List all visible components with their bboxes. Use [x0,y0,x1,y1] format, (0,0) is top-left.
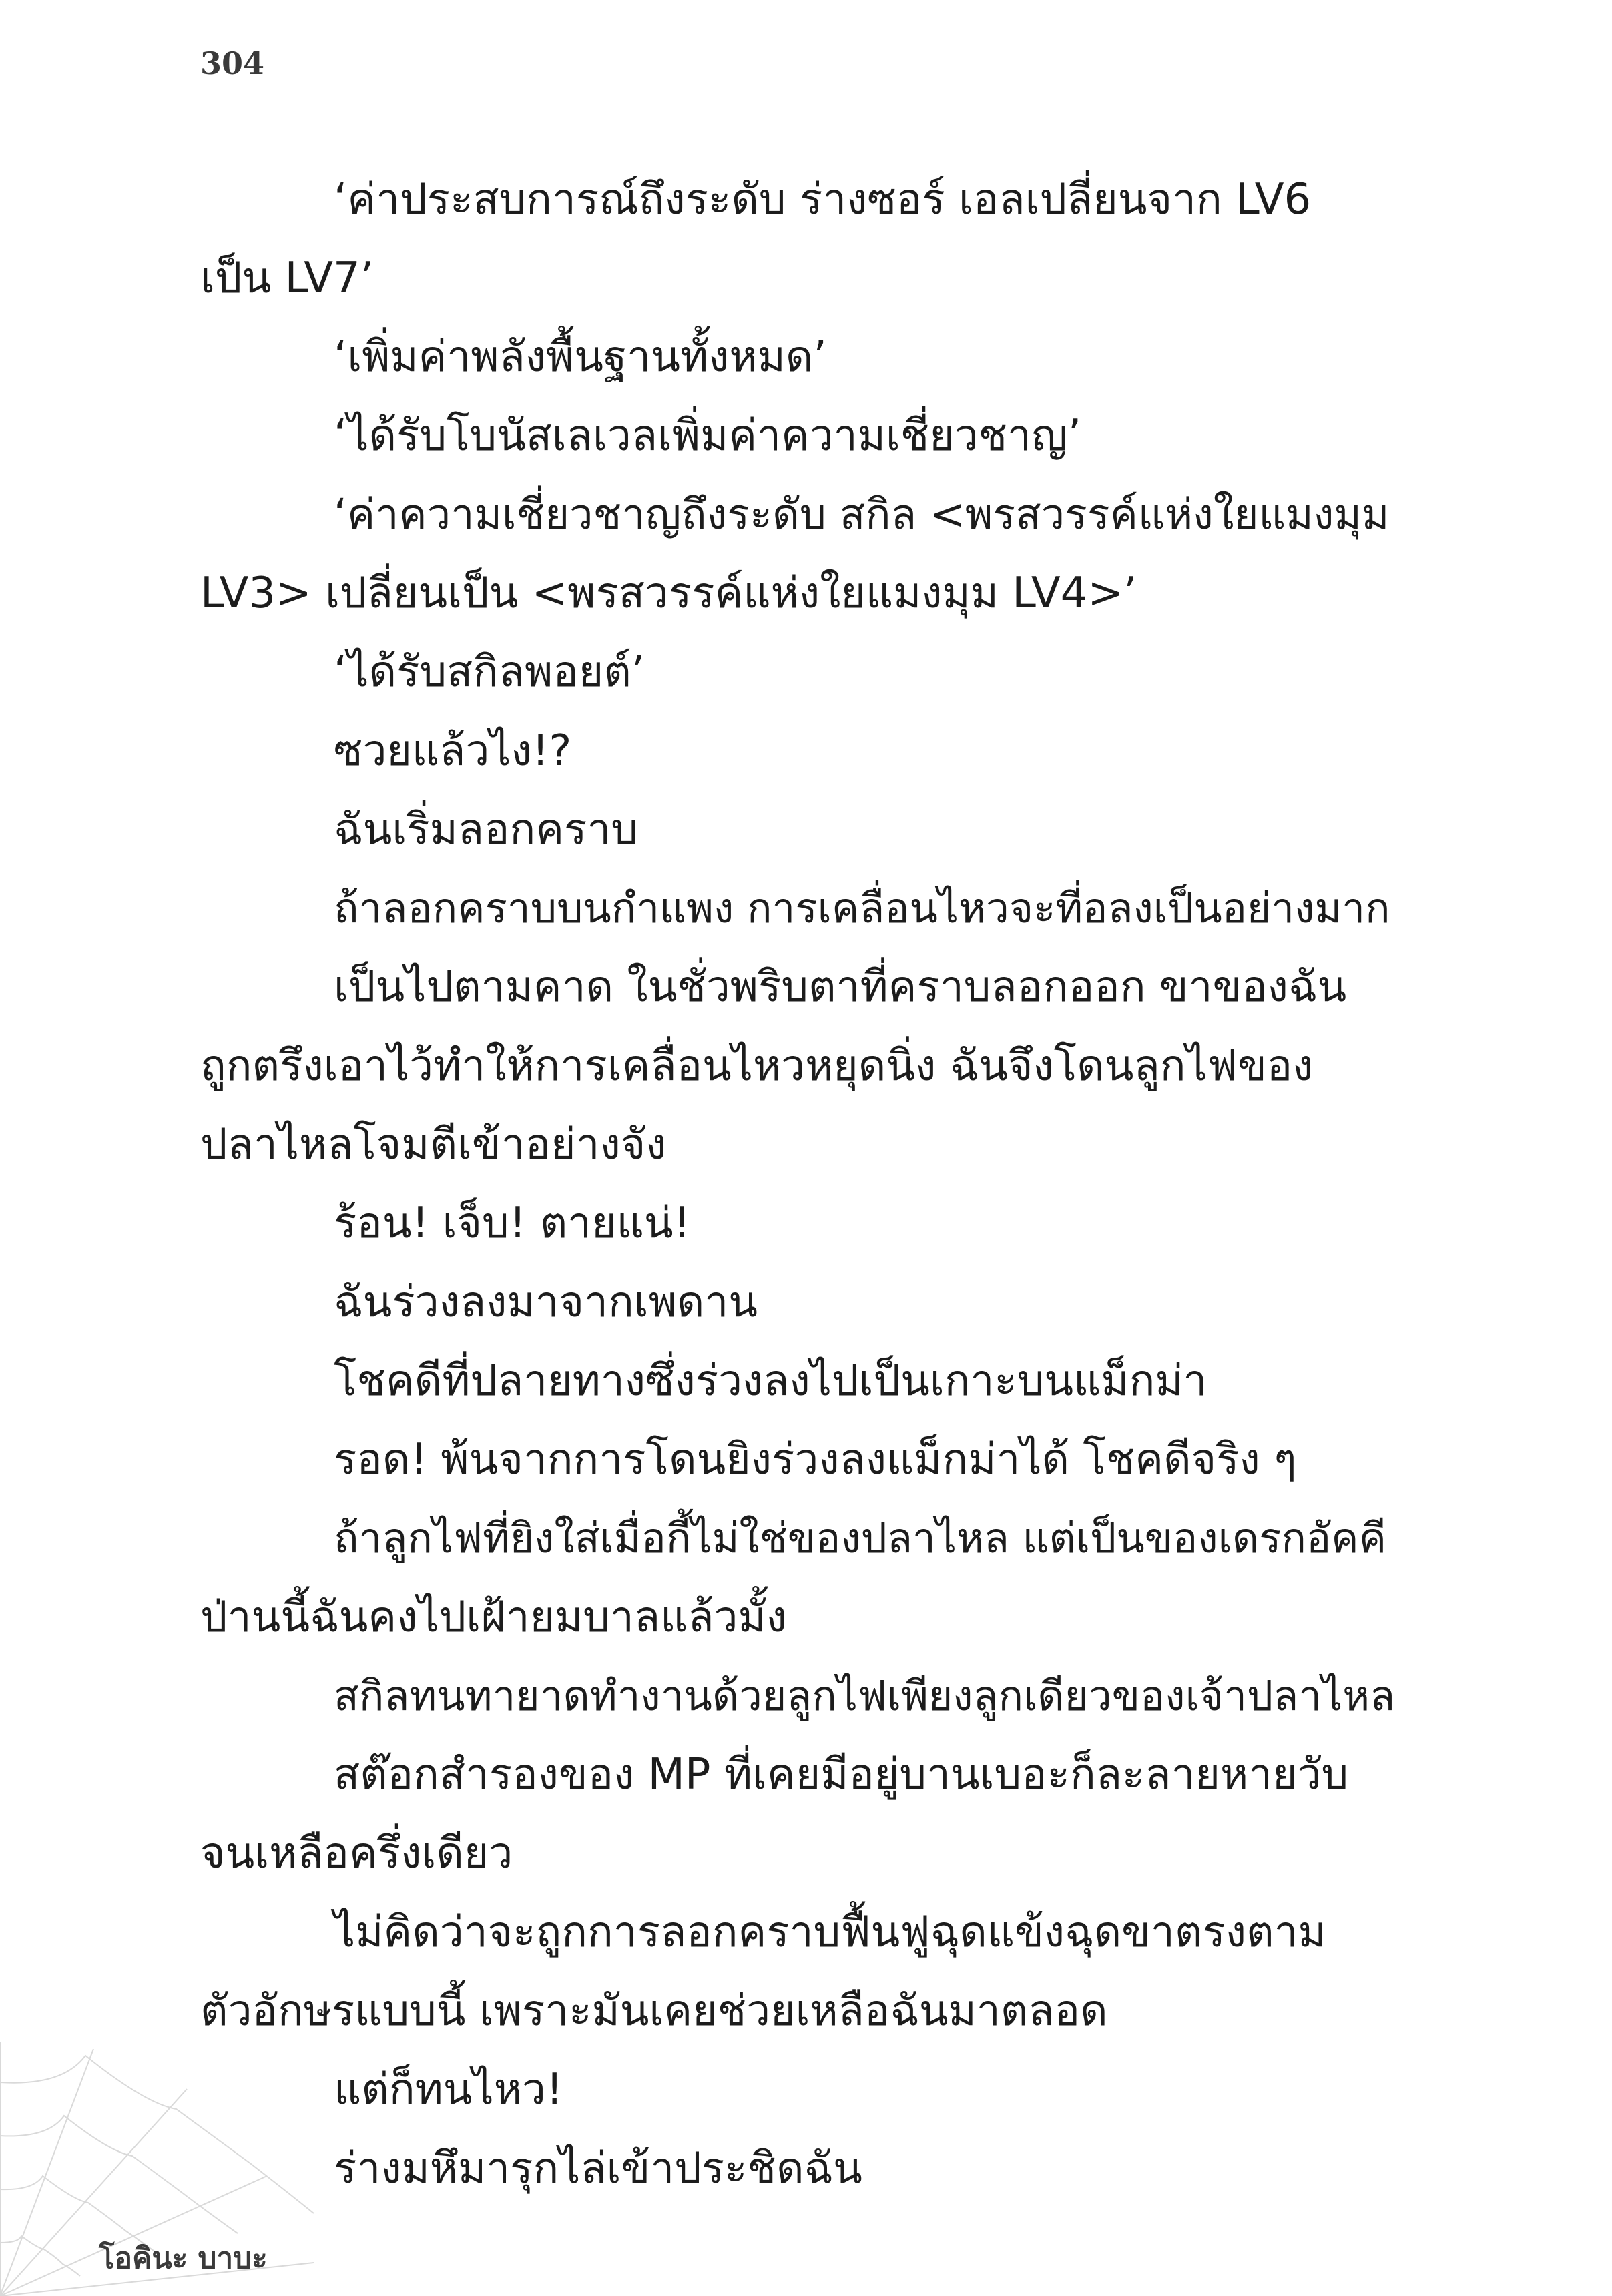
text-line: จนเหลือครึ่งเดียว [200,1829,513,1878]
text-line: ปลาไหลโจมตีเข้าอย่างจัง [200,1120,667,1169]
text-line: โชคดีที่ปลายทางซึ่งร่วงลงไปเป็นเกาะบนแม็กม่า [334,1356,1207,1406]
text-line: ร้อน! เจ็บ! ตายแน่! [334,1199,691,1248]
text-line: ถ้าลอกคราบบนกำแพง การเคลื่อนไหวจะที่อลงเป็นอย่างมาก [334,884,1390,932]
text-line: สต๊อกสำรองของ MP ที่เคยมีอยู่บานเบอะก็ละลายหายวับ [334,1750,1349,1799]
text-line: ‘ค่าประสบการณ์ถึงระดับ ร่างซอร์ เอลเปลี่ยนจาก LV6 [334,175,1312,224]
body-text [200,160,1402,2208]
text-line: ‘ได้รับโบนัสเลเวลเพิ่มค่าความเชี่ยวชาญ’ [334,411,1081,461]
text-line: รอด! พ้นจากการโดนยิงร่วงลงแม็กม่าได้ โชคดีจริง ๆ [334,1435,1297,1484]
text-line: ตัวอักษรแบบนี้ เพราะมันเคยช่วยเหลือฉันมาตลอด [200,1986,1108,2036]
text-line: ‘เพิ่มค่าพลังพื้นฐานทั้งหมด’ [334,332,827,382]
footer-author: โอคินะ บาบะ [99,2241,268,2275]
text-line: ไม่คิดว่าจะถูกการลอกคราบฟื้นฟูฉุดแข้งฉุดขาตรงตาม [334,1908,1326,1957]
text-line: ถ้าลูกไฟที่ยิงใส่เมื่อกี้ไม่ใช่ของปลาไหล แต่เป็นของเดรกอัคคี [334,1514,1387,1562]
text-line: LV3> เปลี่ยนเป็น <พรสวรรค์แห่งใยแมงมุม LV4>’ [200,569,1137,618]
text-line: ร่างมหึมารุกไล่เข้าประชิดฉัน [334,2144,862,2193]
page-number: 304 [200,45,265,81]
text-line: ‘ค่าความเชี่ยวชาญถึงระดับ สกิล <พรสวรรค์แห่งใยแมงมุม [334,490,1390,539]
text-line: เป็น LV7’ [200,254,374,303]
text-line: แต่ก็ทนไหว! [334,2065,563,2114]
text-line: ถูกตรึงเอาไว้ทำให้การเคลื่อนไหวหยุดนิ่ง ฉันจึงโดนลูกไฟของ [200,1041,1314,1091]
text-line: ฉันเริ่มลอกคราบ [334,805,638,854]
text-line: ป่านนี้ฉันคงไปเฝ้ายมบาลแล้วมั้ง [200,1593,787,1642]
text-line: ซวยแล้วไง!? [334,726,572,776]
text-line: สกิลทนทายาดทำงานด้วยลูกไฟเพียงลูกเดียวของเจ้าปลาไหล [334,1671,1396,1720]
text-line: ‘ได้รับสกิลพอยต์’ [334,647,645,697]
text-line: ฉันร่วงลงมาจากเพดาน [334,1277,758,1327]
text-line: เป็นไปตามคาด ในชั่วพริบตาที่คราบลอกออก ขาของฉัน [334,962,1347,1012]
